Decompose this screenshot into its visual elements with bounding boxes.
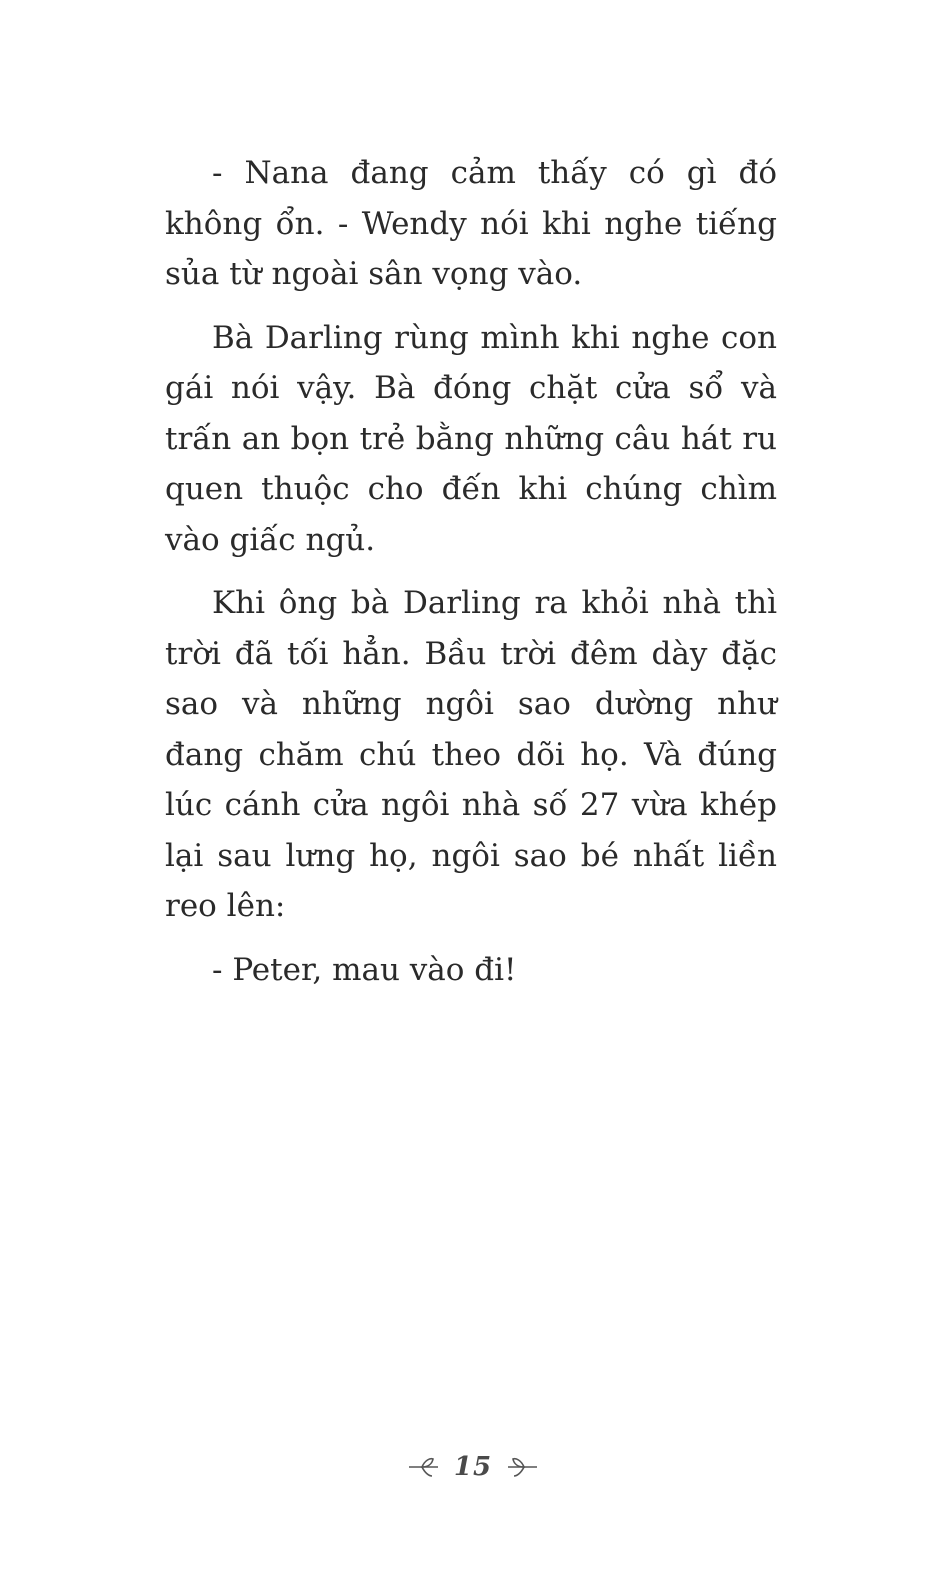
paragraph-2: Bà Darling rùng mình khi nghe con gái nói vậy. Bà đóng chặt cửa sổ và trấn an bọn trẻ bằng những câu hát ru quen thuộc cho đến khi chúng chìm vào giấc ngủ.	[165, 319, 777, 558]
paragraph-1: - Nana đang cảm thấy có gì đó không ổn. - Wendy nói khi nghe tiếng sủa từ ngoài sân vọng vào.	[165, 155, 777, 292]
paragraph-3: Khi ông bà Darling ra khỏi nhà thì trời đã tối hẳn. Bầu trời đêm dày đặc sao và những ngôi sao dường như đang chăm chú theo dõi họ. Và đúng lúc cánh cửa ngôi nhà số 27 vừa khép lại sau lưng họ, ngôi sao bé nhất liền reo lên:	[165, 585, 777, 924]
page-number: 15	[453, 1452, 493, 1482]
paragraph-4: - Peter, mau vào đi!	[212, 951, 517, 988]
right-leaf-flourish-icon	[504, 1456, 538, 1478]
body-text	[165, 148, 777, 1008]
left-leaf-flourish-icon	[408, 1456, 442, 1478]
page-folio	[0, 1452, 946, 1482]
